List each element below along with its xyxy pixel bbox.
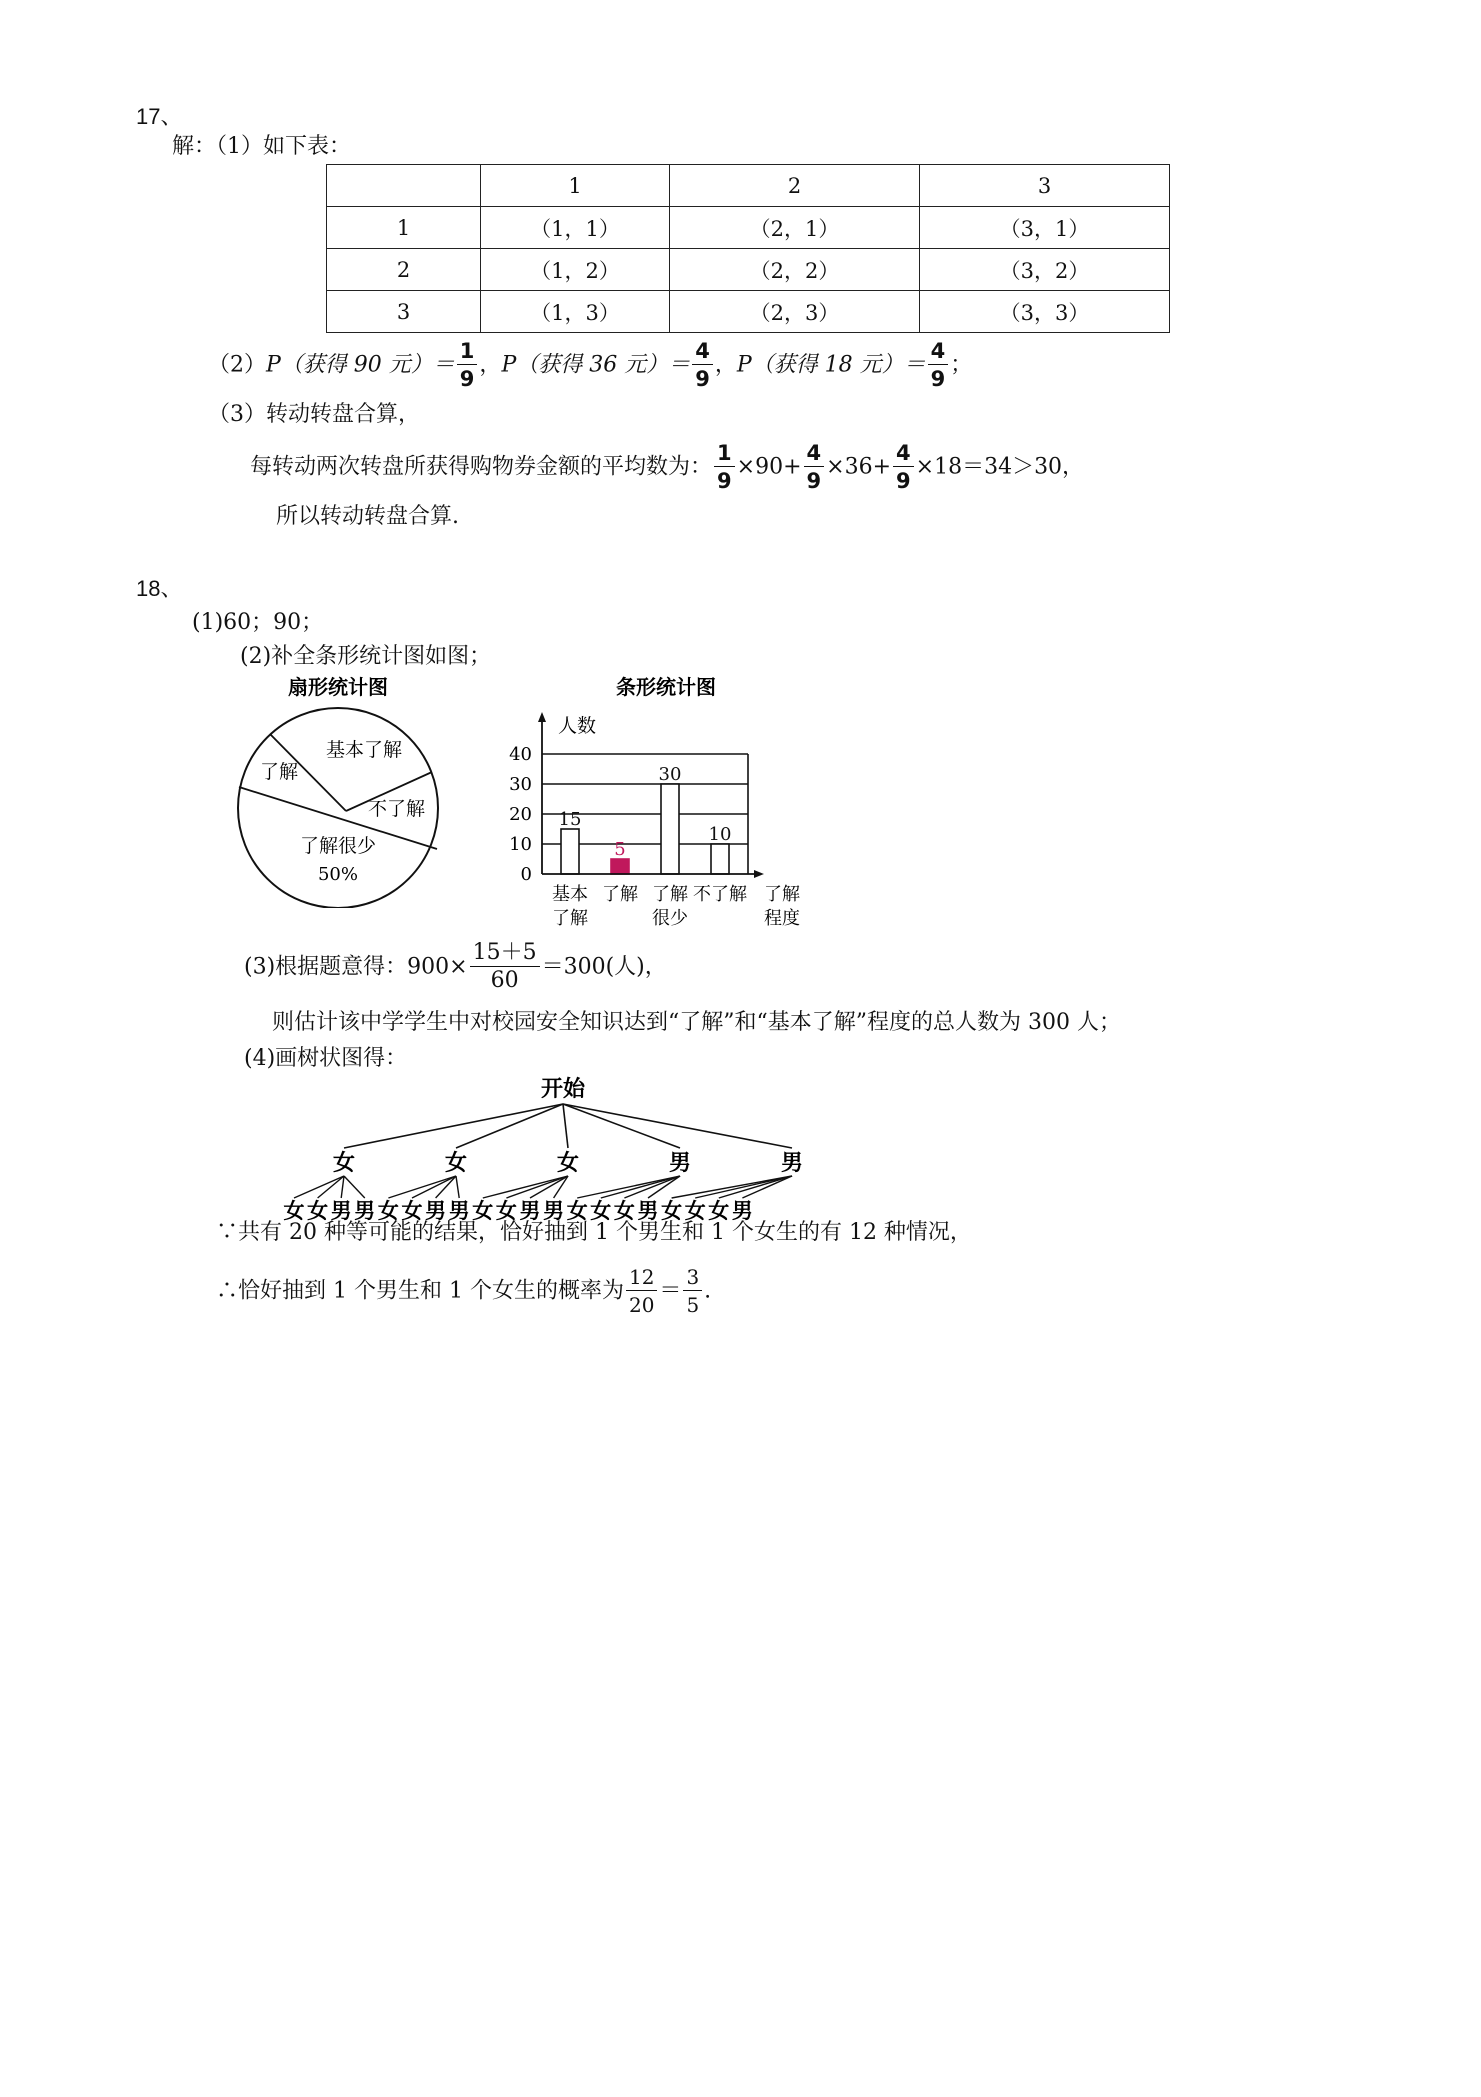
table-row bbox=[327, 207, 1170, 249]
table-cell: （1，1） bbox=[481, 207, 670, 249]
bar-chart bbox=[496, 668, 816, 938]
outcome-table bbox=[326, 164, 1170, 333]
tree-branch bbox=[294, 1176, 344, 1198]
fraction: $\frac{4}{9}$ bbox=[804, 440, 825, 495]
category-label: 不了解 bbox=[693, 884, 747, 905]
tree-node-level2: 男 bbox=[519, 1198, 541, 1223]
tree-node-level2: 女 bbox=[377, 1198, 399, 1223]
fraction: $\frac{4}{9}$ bbox=[893, 440, 914, 495]
tree-branch bbox=[563, 1104, 680, 1148]
category-label: 了解 bbox=[652, 884, 688, 905]
tree-branch bbox=[563, 1104, 568, 1148]
tree-node-level2: 男 bbox=[637, 1198, 659, 1223]
tree-branch bbox=[456, 1104, 563, 1148]
tree-node-level2: 女 bbox=[590, 1198, 612, 1223]
table-cell: （1，2） bbox=[481, 249, 670, 291]
bar bbox=[661, 784, 679, 874]
bar-chart-title: 条形统计图 bbox=[616, 675, 716, 699]
table-header-row bbox=[327, 165, 1170, 207]
tree-node-level2: 女 bbox=[708, 1198, 730, 1223]
tree-node-level2: 男 bbox=[330, 1198, 352, 1223]
tree-branch bbox=[506, 1176, 568, 1198]
tree-branch bbox=[742, 1176, 792, 1198]
part-label: （2） bbox=[208, 352, 266, 378]
fraction: $\frac{3}{5}$ bbox=[683, 1264, 702, 1319]
table-cell: （2，2） bbox=[670, 249, 920, 291]
tree-node-level2: 女 bbox=[307, 1198, 329, 1223]
table-cell: 2 bbox=[327, 249, 481, 291]
tree-node-level2: 男 bbox=[354, 1198, 376, 1223]
bar bbox=[611, 859, 629, 874]
q18-part3: (3)根据题意得：900× $\frac{15+5}{60}$ ＝300(人)， bbox=[244, 940, 667, 993]
bars bbox=[559, 764, 732, 874]
table-cell: （3，3） bbox=[920, 291, 1170, 333]
q18-estimate: 则估计该中学学生中对校园安全知识达到“了解”和“基本了解”程度的总人数为 300 人； bbox=[272, 1010, 1121, 1035]
y-tick-labels bbox=[509, 744, 532, 885]
bar bbox=[561, 829, 579, 874]
pie-label-understand: 了解 bbox=[260, 761, 299, 783]
tree-node-level2: 男 bbox=[731, 1198, 753, 1223]
table-cell: （2，3） bbox=[670, 291, 920, 333]
table-cell: 3 bbox=[327, 291, 481, 333]
q17-part3-title: （3）转动转盘合算， bbox=[208, 402, 420, 427]
tree-node-level1: 女 bbox=[444, 1150, 468, 1176]
question-18-number: 18、 bbox=[136, 576, 183, 601]
y-axis-arrow bbox=[538, 712, 546, 722]
fraction: $\frac{1}{9}$ bbox=[457, 338, 478, 393]
tree-node-level1: 女 bbox=[332, 1150, 356, 1176]
pie-label-not-understand: 不了解 bbox=[368, 798, 426, 820]
table-cell: （1，3） bbox=[481, 291, 670, 333]
prob-label-36: P（获得 36 元）＝ bbox=[501, 352, 691, 378]
tree-branch bbox=[563, 1104, 792, 1148]
bar-value-label: 15 bbox=[558, 809, 582, 830]
table-cell: （3，1） bbox=[920, 207, 1170, 249]
tree-node-level2: 男 bbox=[425, 1198, 447, 1223]
tree-branch bbox=[344, 1104, 563, 1148]
y-tick-label: 40 bbox=[509, 744, 532, 765]
table-cell: 1 bbox=[481, 165, 670, 207]
category-label: 了解 bbox=[552, 908, 588, 929]
x-axis-label-line2: 程度 bbox=[764, 908, 800, 929]
category-label: 基本 bbox=[552, 884, 588, 905]
question-17-number: 17、 bbox=[136, 104, 183, 129]
fraction: $\frac{4}{9}$ bbox=[928, 338, 949, 393]
table-cell: 3 bbox=[920, 165, 1170, 207]
pie-label-little-understand: 了解很少 bbox=[299, 835, 377, 857]
tree-node-level1: 男 bbox=[780, 1150, 804, 1176]
table-cell bbox=[327, 165, 481, 207]
y-tick-label: 20 bbox=[509, 804, 532, 825]
fraction: $\frac{12}{20}$ bbox=[626, 1264, 657, 1319]
tree-node-level2: 男 bbox=[448, 1198, 470, 1223]
tree-node-level2: 女 bbox=[495, 1198, 517, 1223]
q18-part2: (2)补全条形统计图如图； bbox=[240, 644, 492, 669]
tree-branch bbox=[341, 1176, 344, 1198]
fraction: $\frac{15+5}{60}$ bbox=[470, 940, 540, 995]
tree-diagram bbox=[280, 1066, 880, 1226]
bar bbox=[711, 844, 729, 874]
table-cell: 1 bbox=[327, 207, 481, 249]
pie-chart-title: 扇形统计图 bbox=[288, 675, 388, 699]
fraction: $\frac{1}{9}$ bbox=[714, 440, 735, 495]
prob-label-18: P（获得 18 元）＝ bbox=[736, 352, 926, 378]
q18-because: ∵共有 20 种等可能的结果，恰好抽到 1 个男生和 1 个女生的有 12 种情况， bbox=[216, 1220, 972, 1245]
category-label: 了解 bbox=[602, 884, 638, 905]
y-axis-label: 人数 bbox=[558, 715, 597, 737]
table-cell: 2 bbox=[670, 165, 920, 207]
tree-branch bbox=[456, 1176, 459, 1198]
tree-branch bbox=[412, 1176, 456, 1198]
table-cell: （2，1） bbox=[670, 207, 920, 249]
category-label: 很少 bbox=[652, 908, 688, 929]
tree-node-level2: 女 bbox=[566, 1198, 588, 1223]
tree-node-level2: 女 bbox=[472, 1198, 494, 1223]
tree-node-level1: 男 bbox=[668, 1150, 692, 1176]
bar-value-label: 30 bbox=[658, 764, 682, 785]
tree-node-level2: 女 bbox=[401, 1198, 423, 1223]
tree-node-level2: 女 bbox=[283, 1198, 305, 1223]
pie-label-basic-understand: 基本了解 bbox=[326, 739, 403, 761]
tree-node-level2: 女 bbox=[684, 1198, 706, 1223]
bar-value-label: 5 bbox=[614, 839, 626, 860]
q18-part1: (1)60；90； bbox=[192, 610, 324, 635]
tree-node-level2: 男 bbox=[543, 1198, 565, 1223]
prob-label-90: P（获得 90 元）＝ bbox=[266, 352, 455, 378]
tree-branch bbox=[601, 1176, 680, 1198]
tree-branch bbox=[318, 1176, 344, 1198]
q18-therefore: ∴恰好抽到 1 个男生和 1 个女生的概率为 $\frac{12}{20}$ ＝ $\frac{3}{5}$ . bbox=[216, 1265, 712, 1317]
tree-node-level2: 女 bbox=[661, 1198, 683, 1223]
tree-root: 开始 bbox=[540, 1076, 586, 1102]
q17-intro: 解：（1）如下表： bbox=[172, 134, 351, 159]
table-row bbox=[327, 291, 1170, 333]
y-tick-label: 30 bbox=[509, 774, 532, 795]
pie-label-percent: 50% bbox=[317, 864, 359, 885]
fraction: $\frac{4}{9}$ bbox=[692, 338, 713, 393]
category-labels bbox=[552, 884, 747, 929]
y-tick-label: 10 bbox=[509, 834, 532, 855]
tree-branch bbox=[344, 1176, 365, 1198]
bar-value-label: 10 bbox=[708, 824, 732, 845]
tree-node-level1: 女 bbox=[556, 1150, 580, 1176]
q18-part4: (4)画树状图得： bbox=[244, 1046, 408, 1071]
table-row bbox=[327, 249, 1170, 291]
pie-chart bbox=[236, 668, 456, 908]
tree-branch bbox=[695, 1176, 792, 1198]
q17-part3-line: 每转动两次转盘所获得购物券金额的平均数为： $\frac{1}{9}$ ×90+ $\frac{4}{9}$ ×36+ $\frac{4}{9}$ ×18＝34＞30， bbox=[250, 441, 1085, 493]
y-tick-label: 0 bbox=[520, 864, 532, 885]
table-cell: （3，2） bbox=[920, 249, 1170, 291]
x-axis-arrow bbox=[754, 870, 764, 878]
q17-part2: （2）P（获得 90 元）＝ $\frac{1}{9}$ ，P（获得 36 元）＝ $\frac{4}{9}$ ，P（获得 18 元）＝ $\frac{4}{9}$ ； bbox=[208, 339, 973, 391]
x-axis-label-line1: 了解 bbox=[764, 884, 800, 905]
tree-node-level2: 女 bbox=[613, 1198, 635, 1223]
q17-conclusion: 所以转动转盘合算. bbox=[276, 504, 459, 529]
